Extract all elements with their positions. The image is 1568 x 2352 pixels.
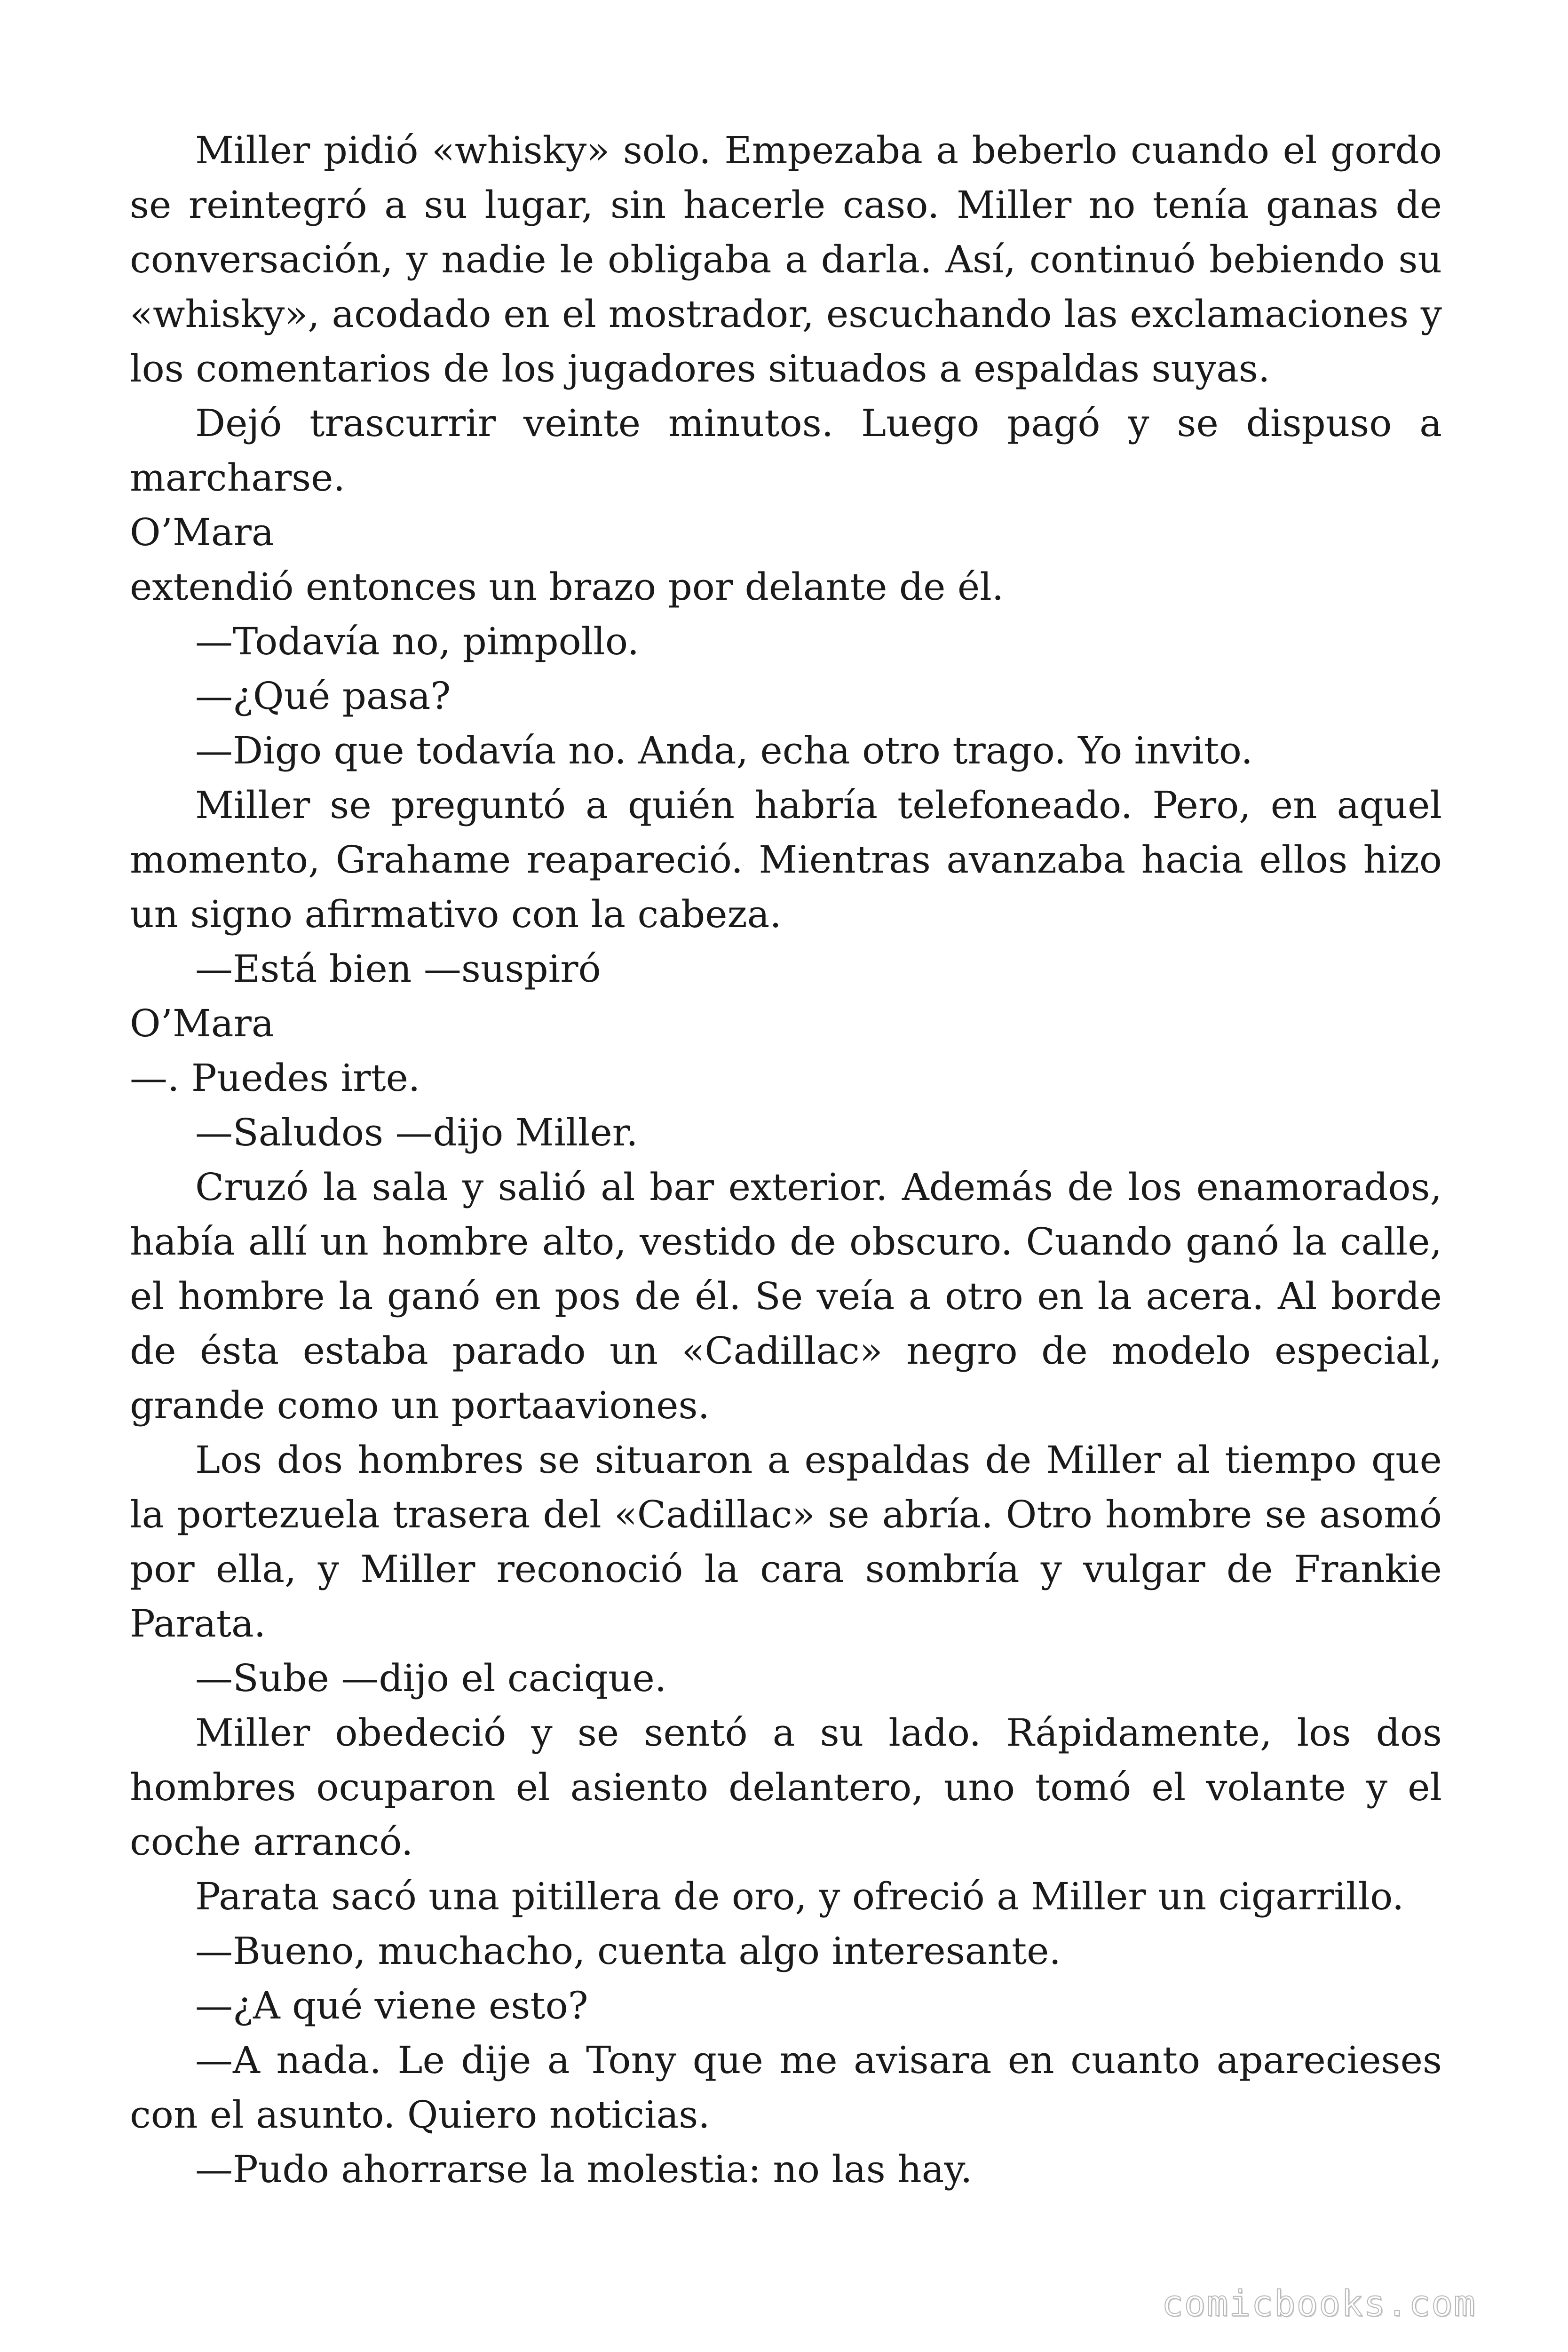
text-line: había allí un hombre alto, vestido de obscuro. Cuando ganó la calle,: [130, 1220, 1442, 1263]
text-line: Los dos hombres se situaron a espaldas de Miller al tiempo que: [195, 1438, 1442, 1482]
text-line: se reintegró a su lugar, sin hacerle caso. Miller no tenía ganas de: [130, 183, 1442, 227]
text-line: Dejó trascurrir veinte minutos. Luego pagó y se dispuso a: [195, 401, 1442, 445]
text-line: hombres ocuparon el asiento delantero, uno tomó el volante y el: [130, 1765, 1442, 1809]
text-line: por ella, y Miller reconoció la cara sombría y vulgar de Frankie: [130, 1547, 1442, 1591]
text-line: conversación, y nadie le obligaba a darla. Así, continuó bebiendo su: [130, 238, 1442, 281]
text-line: —Saludos —dijo Miller.: [195, 1111, 638, 1154]
text-line: un signo afirmativo con la cabeza.: [130, 892, 782, 936]
text-line: —¿Qué pasa?: [195, 674, 451, 718]
text-line: Miller pidió «whisky» solo. Empezaba a beberlo cuando el gordo: [195, 128, 1442, 172]
text-line: el hombre la ganó en pos de él. Se veía a otro en la acera. Al borde: [130, 1274, 1442, 1318]
text-line: coche arrancó.: [130, 1820, 413, 1864]
text-line: —Pudo ahorrarse la molestia: no las hay.: [195, 2147, 973, 2191]
text-line: «whisky», acodado en el mostrador, escuchando las exclamaciones y: [130, 292, 1442, 336]
text-line: —Todavía no, pimpollo.: [195, 620, 640, 663]
text-line: —. Puedes irte.: [130, 1056, 420, 1100]
text-line: extendió entonces un brazo por delante de él.: [130, 565, 1004, 609]
text-line: la portezuela trasera del «Cadillac» se abría. Otro hombre se asomó: [130, 1493, 1442, 1536]
text-line: con el asunto. Quiero noticias.: [130, 2093, 710, 2137]
text-line: de ésta estaba parado un «Cadillac» negro de modelo especial,: [130, 1329, 1442, 1373]
text-line: —Digo que todavía no. Anda, echa otro trago. Yo invito.: [195, 729, 1253, 772]
text-line: —Sube —dijo el cacique.: [195, 1656, 667, 1700]
text-line: Parata sacó una pitillera de oro, y ofreció a Miller un cigarrillo.: [195, 1875, 1404, 1918]
watermark: comicbooks.com: [1162, 2282, 1476, 2324]
text-line: —A nada. Le dije a Tony que me avisara en cuanto aparecieses: [195, 2038, 1442, 2082]
text-line: Miller obedeció y se sentó a su lado. Rápidamente, los dos: [195, 1711, 1442, 1755]
text-line: momento, Grahame reapareció. Mientras avanzaba hacia ellos hizo: [130, 838, 1442, 882]
text-line: Parata.: [130, 1602, 266, 1645]
text-line: O’Mara: [130, 1001, 274, 1045]
text-line: Miller se preguntó a quién habría telefoneado. Pero, en aquel: [195, 783, 1442, 827]
text-line: —Bueno, muchacho, cuenta algo interesante.: [195, 1929, 1061, 1973]
text-line: los comentarios de los jugadores situados a espaldas suyas.: [130, 347, 1270, 390]
text-line: O’Mara: [130, 510, 274, 554]
text-line: —Está bien —suspiró: [195, 947, 601, 991]
book-page-text: [130, 123, 1442, 2197]
text-line: Cruzó la sala y salió al bar exterior. Además de los enamorados,: [195, 1165, 1442, 1209]
text-line: grande como un portaaviones.: [130, 1383, 710, 1427]
text-line: marcharse.: [130, 456, 345, 500]
text-line: —¿A qué viene esto?: [195, 1984, 588, 2027]
